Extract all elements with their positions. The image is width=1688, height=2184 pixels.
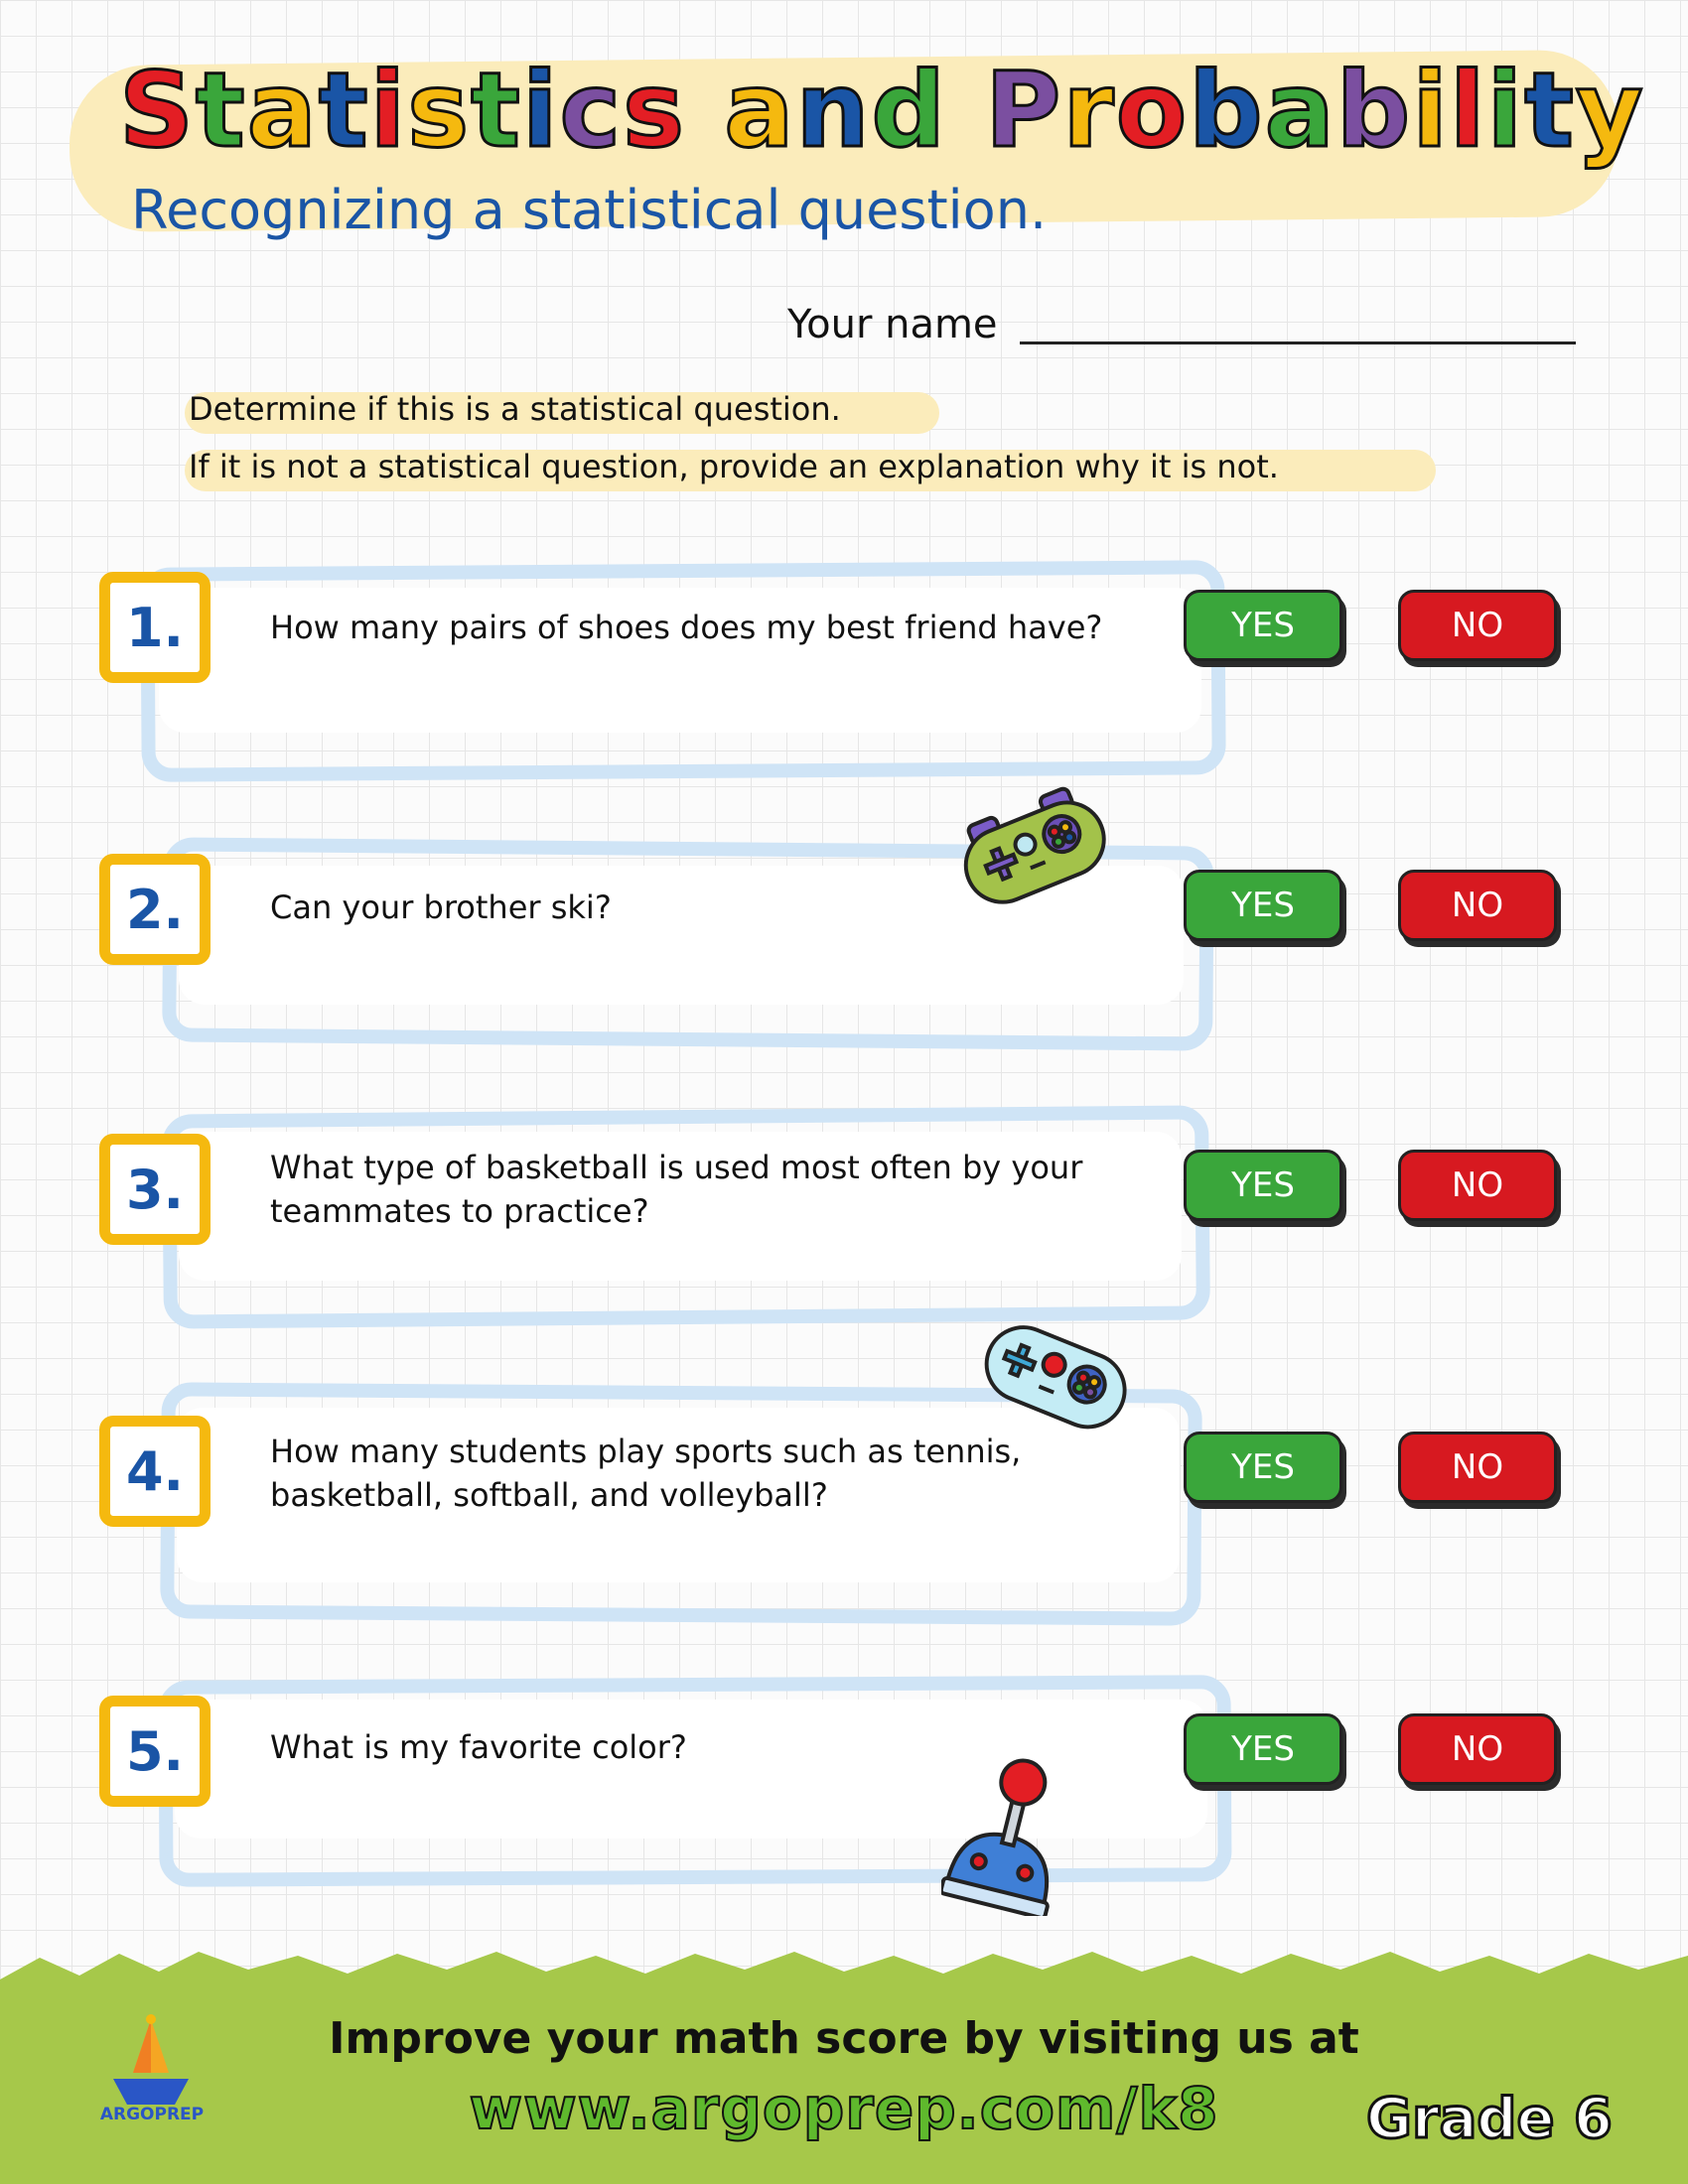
question-5-text: What is my favorite color? (270, 1728, 687, 1766)
title-letter: a (246, 50, 319, 171)
title-letter: P (985, 50, 1063, 171)
title-letter: t (1524, 50, 1576, 171)
title-letter: t (471, 50, 522, 171)
title-letter: i (521, 50, 560, 171)
name-input-line[interactable] (1020, 341, 1576, 344)
title-letter: t (318, 50, 370, 171)
question-3-yes-button[interactable]: YES (1184, 1150, 1342, 1221)
question-2-text: Can your brother ski? (270, 888, 612, 926)
question-3-number: 3. (99, 1134, 211, 1245)
question-4-yes-button[interactable]: YES (1184, 1432, 1342, 1503)
title-letter (947, 50, 985, 171)
title-letter: i (1486, 50, 1525, 171)
arcade-joystick-icon (941, 1747, 1080, 1916)
argoprep-logo-text: ARGOPREP (99, 2105, 205, 2124)
title-letter: b (1189, 50, 1265, 171)
title-letter: i (1412, 50, 1450, 171)
title-letter: s (623, 50, 687, 171)
title-letter: t (195, 50, 247, 171)
question-4-no-button[interactable]: NO (1398, 1432, 1557, 1503)
title-letter: a (1264, 50, 1336, 171)
footer-tagline: Improve your math score by visiting us at (329, 2013, 1359, 2064)
title-letter: r (1062, 50, 1116, 171)
question-4-number: 4. (99, 1416, 211, 1527)
title-letter: y (1575, 50, 1645, 171)
footer-url-link[interactable]: www.argoprep.com/k8 (469, 2075, 1219, 2142)
name-field (787, 302, 1582, 361)
name-label: Your name (787, 302, 998, 347)
question-3-text: What type of basketball is used most often by your teammates to practice? (270, 1149, 1083, 1230)
title-letter: o (1115, 50, 1190, 171)
question-5-no-button[interactable]: NO (1398, 1713, 1557, 1785)
question-5-number: 5. (99, 1696, 211, 1807)
gamepad-lightblue-icon (965, 1300, 1144, 1459)
instruction-line-2: If it is not a statistical question, provide an explanation why it is not. (189, 448, 1279, 485)
title-letter (686, 50, 724, 171)
title-letter: c (559, 50, 624, 171)
title-letter: b (1336, 50, 1413, 171)
title-letter: d (871, 50, 947, 171)
question-1-no-button[interactable]: NO (1398, 590, 1557, 661)
question-2-no-button[interactable]: NO (1398, 870, 1557, 941)
title-letter: n (795, 50, 872, 171)
question-1-number: 1. (99, 572, 211, 683)
question-1-yes-button[interactable]: YES (1184, 590, 1342, 661)
question-2-yes-button[interactable]: YES (1184, 870, 1342, 941)
question-5-yes-button[interactable]: YES (1184, 1713, 1342, 1785)
page-title (119, 50, 1645, 171)
grade-label: Grade 6 (1366, 2087, 1613, 2151)
gamepad-green-icon (943, 762, 1122, 931)
instruction-line-1: Determine if this is a statistical question. (189, 390, 841, 428)
title-letter: S (119, 50, 196, 171)
question-3-no-button[interactable]: NO (1398, 1150, 1557, 1221)
question-2-number: 2. (99, 854, 211, 965)
title-letter: s (407, 50, 472, 171)
question-1-text: How many pairs of shoes does my best friend have? (270, 609, 1103, 646)
title-letter: l (1449, 50, 1487, 171)
page-subtitle: Recognizing a statistical question. (131, 179, 1048, 241)
title-letter: i (369, 50, 408, 171)
question-4-text: How many students play sports such as tennis, basketball, softball, and volleyball? (270, 1433, 1022, 1514)
title-letter: a (724, 50, 796, 171)
